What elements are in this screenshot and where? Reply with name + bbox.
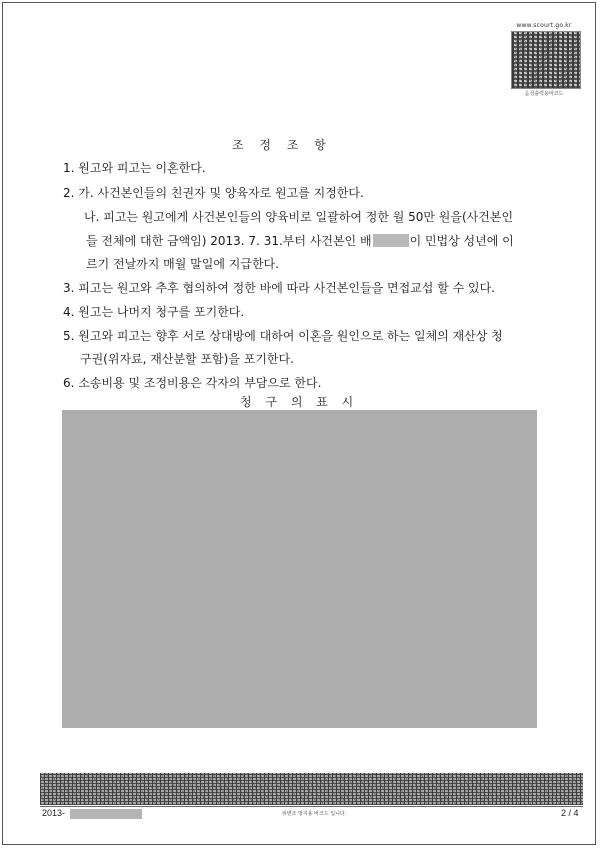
item-2-na-line-2	[86, 232, 514, 249]
item-2-na-line-1: 나. 피고는 원고에게 사건본인들의 양육비로 일괄하여 정한 월 50만 원을(사건본인	[84, 210, 514, 224]
redacted-name	[373, 234, 409, 247]
page-number: 2 / 4	[561, 808, 579, 818]
footer-divider	[40, 806, 583, 807]
item-4: 4. 원고는 나머지 청구를 포기한다.	[63, 305, 245, 319]
case-number-prefix: 2013-	[42, 808, 66, 818]
redacted-claim-block	[62, 410, 537, 728]
item-2: 2. 가. 사건본인들의 친권자 및 양육자로 원고를 지정한다.	[63, 186, 364, 200]
item-3: 3. 피고는 원고와 추후 협의하여 정한 바에 따라 사건본인들을 면접교섭 할 수 있다.	[63, 281, 495, 295]
claim-title: 청 구 의 표 시	[240, 395, 359, 409]
qr-code-image	[511, 31, 581, 89]
item-2-na-line-2-text: 들 전체에 대한 금액임) 2013. 7. 31.부터 사건본인 배	[86, 234, 372, 248]
qr-code-label: 음성출력용바코드	[524, 91, 564, 97]
barcode-note: 위변조 방지용 바코드 입니다.	[282, 811, 347, 817]
item-6: 6. 소송비용 및 조정비용은 각자의 부담으로 한다.	[63, 376, 322, 390]
item-2-na-line-2-rest: 이 민법상 성년에 이	[409, 234, 514, 248]
item-1: 1. 원고와 피고는 이혼한다.	[63, 161, 206, 175]
item-5-line-2: 구권(위자료, 재산분할 포함)을 포기한다.	[80, 352, 294, 366]
item-5-line-1: 5. 원고와 피고는 향후 서로 상대방에 대하여 이혼을 원인으로 하는 일체의 재산상 청	[63, 329, 503, 343]
mediation-terms-title: 조 정 조 항	[232, 138, 332, 152]
item-2-na-line-3: 르기 전날까지 매월 말일에 지급한다.	[86, 257, 279, 271]
redacted-case-number	[70, 809, 142, 819]
court-url: www.scourt.go.kr	[516, 22, 572, 29]
anti-forgery-barcode	[40, 773, 583, 805]
